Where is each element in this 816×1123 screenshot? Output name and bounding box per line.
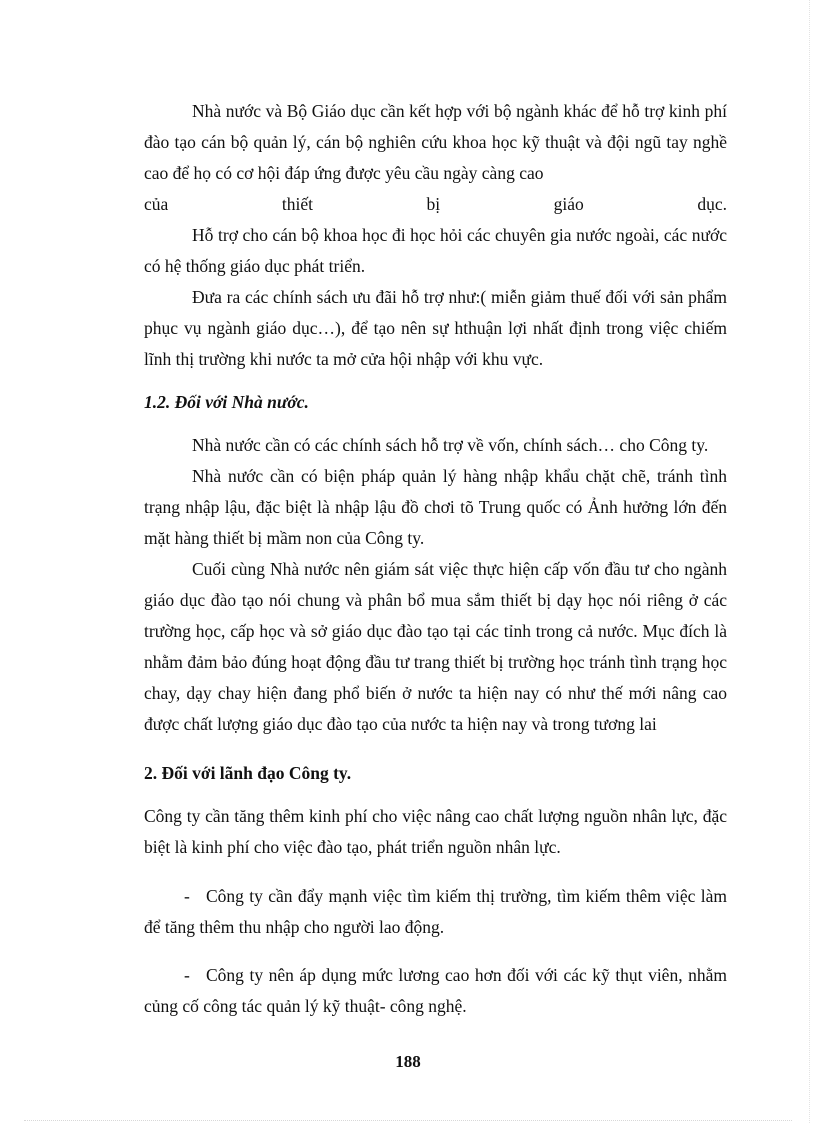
paragraph-support-scientists: Hỗ trợ cho cán bộ khoa học đi học hỏi các chuyên gia nước ngoài, các nước có hệ thống giáo dục phát triển. (144, 225, 727, 276)
paragraph-support-funding: Nhà nước và Bộ Giáo dục cần kết hợp với bộ ngành khác để hỗ trợ kinh phí đào tạo cán bộ quản lý, cán bộ nghiên cứu khoa học kỹ thuật và đội ngũ tay nghề cao để họ có cơ hội đáp ứng được yêu cầu ngày càng cao (144, 101, 727, 183)
section-heading-company: 2. Đối với lãnh đạo Công ty. (144, 763, 352, 783)
page-bottom-rule (24, 1120, 792, 1121)
list-item-text: Công ty nên áp dụng mức lương cao hơn đối với các kỹ thụt viên, nhằm củng cố công tác quản lý kỹ thuật- công nghệ. (144, 965, 727, 1016)
list-item-text: Công ty cần đẩy mạnh việc tìm kiếm thị trường, tìm kiếm thêm việc làm để tăng thêm thu nhập cho người lao động. (144, 885, 727, 937)
page-edge-rule (809, 0, 810, 1123)
list-item (144, 960, 727, 1022)
paragraph-company-intro: Công ty cần tăng thêm kinh phí cho việc nâng cao chất lượng nguồn nhân lực, đặc biệt là kinh phí cho việc đào tạo, phát triển nguồn nhân lực. (144, 806, 727, 857)
page-body (144, 96, 727, 1040)
paragraph-preferential-policy: Đưa ra các chính sách ưu đãi hỗ trợ như:( miễn giảm thuế đối với sản phẩm phục vụ ngành giáo dục…), để tạo nên sự hthuận lợi nhất định trong việc chiếm lĩnh thị trường khi nước ta mở cửa hội nhập với khu vực. (144, 287, 727, 369)
paragraph-state-capital: Nhà nước cần có các chính sách hỗ trợ về vốn, chính sách… cho Công ty. (192, 435, 709, 455)
bullet-dash: - (184, 885, 190, 906)
list-item (144, 881, 727, 943)
paragraph-state-supervision: Cuối cùng Nhà nước nên giám sát việc thực hiện cấp vốn đầu tư cho ngành giáo dục đào tạo nói chung và phân bổ mua sắm thiết bị dạy học nói riêng ở các trường học, cấp học và sở giáo dục đào tạo tại các tỉnh trong cả nước. Mục đích là nhằm đảm bảo đúng hoạt động đầu tư trang thiết bị trường học tránh tình trạng học chay, dạy chay hiện đang phổ biến ở nước ta hiện nay có như thế mới nâng cao được chất lượng giáo dục đào tạo của nước ta hiện nay và trong tương lai (144, 559, 727, 734)
page-number: 188 (395, 1052, 421, 1071)
bullet-dash: - (184, 965, 190, 985)
paragraph-state-import-control: Nhà nước cần có biện pháp quản lý hàng nhập khẩu chặt chẽ, tránh tình trạng nhập lậu, đặc biệt là nhập lậu đồ chơi tõ Trung quốc có Ảnh hưởng lớn đến mặt hàng thiết bị mầm non của Công ty. (144, 466, 727, 548)
paragraph-support-funding-end: của thiết bị giáo dục. (144, 194, 727, 214)
section-heading-state: 1.2. Đối với Nhà nước. (144, 392, 309, 412)
